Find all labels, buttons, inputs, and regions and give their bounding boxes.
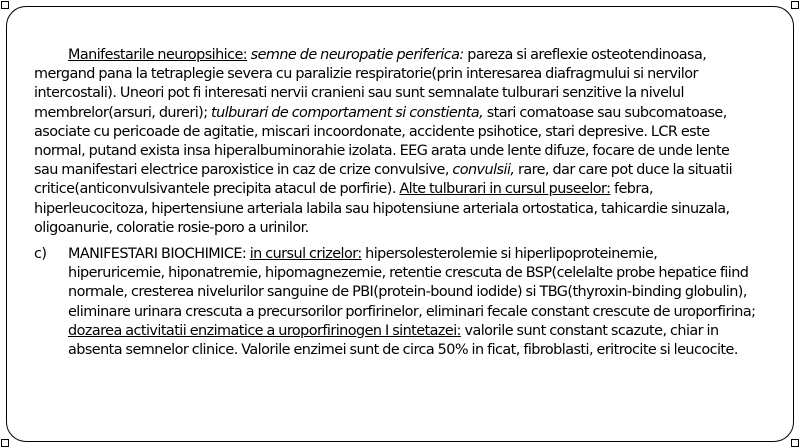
selection-handle-bottom-right[interactable]: [791, 439, 799, 447]
italic-peripheral-neuropathy: semne de neuropatie periferica:: [250, 47, 464, 63]
text-enzyme-activity: valorile sunt constant scazute, chiar in absenta semnelor clinice. Valorile enzimei sunt de circa 50% in ficat, fibroblasti, eritrocite si leucocite.: [68, 322, 738, 359]
heading-other-disorders: Alte tulburari in cursul puseelor:: [399, 181, 611, 198]
text-peripheral-neuropathy: pareza si areflexie osteotendinoasa, mergand pana la tetraplegie severa cu paralizie respiratorie(prin interesarea diafragmului si nervilor intercostali). Uneori pot fi interesati nervii cranieni sau sunt semnalate tulburari senzitive la nivelul membrelor(arsuri, dureri);: [34, 47, 707, 121]
paragraph-neuropsychic: [34, 46, 756, 238]
selection-handle-bottom-left[interactable]: [1, 439, 9, 447]
italic-behavior: tulburari de comportament si constienta,: [211, 104, 484, 121]
text-behavior: stari comatoase sau subcomatoase, asociate cu pericoade de agitatie, miscari incoordonate, accidente psihotice, stari depresive. LCR este normal, putand exista insa hiperalbuminorahie izolata. EEG arata unde lente difuze, focare de unde lente sau manifestari electrice paroxistice in caz de crize convulsive,: [34, 104, 730, 179]
text-convulsions: rare, dar care pot duce la situatii critice(anticonvulsivantele precipita atacul de porfirie).: [34, 162, 733, 198]
text-other-disorders: febra, hiperleucocitoza, hipertensiune arteriala labila sau hipotensiune arteriala ortostatica, tahicardie sinuzala, oligoanurie, coloratie rosie-poro a urinilor.: [34, 181, 730, 236]
italic-convulsions: convulsii,: [452, 162, 515, 179]
text-during-crises: hipersolesterolemie si hiperlipoproteinemie, hiperuricemie, hiponatremie, hipomagnezemie, retentie crescuta de BSP(celelalte probe hepatice fiind normale, cresterea nivelurilor sanguine de PBI(protein-bound iodide) si TBG(thyroxin-binding globulin), eliminare urinara crescuta a precursorilor porfirinelor, eliminari fecale constant crescute de uroporfirina;: [68, 246, 756, 320]
underline-enzyme-activity: dozarea activitatii enzimatice a uroporfirinogen I sintetazei:: [68, 322, 461, 339]
heading-biochemical: MANIFESTARI BIOCHIMICE:: [68, 246, 250, 263]
selection-handle-top-right[interactable]: [791, 1, 799, 9]
selection-handle-top-left[interactable]: [1, 1, 9, 9]
paragraph-biochemical: [34, 245, 756, 360]
slide-text-box[interactable]: [34, 46, 756, 360]
underline-during-crises: in cursul crizelor:: [249, 246, 362, 263]
list-marker: c): [34, 246, 47, 263]
heading-neuropsychic: Manifestarile neuropsihice:: [68, 47, 248, 63]
